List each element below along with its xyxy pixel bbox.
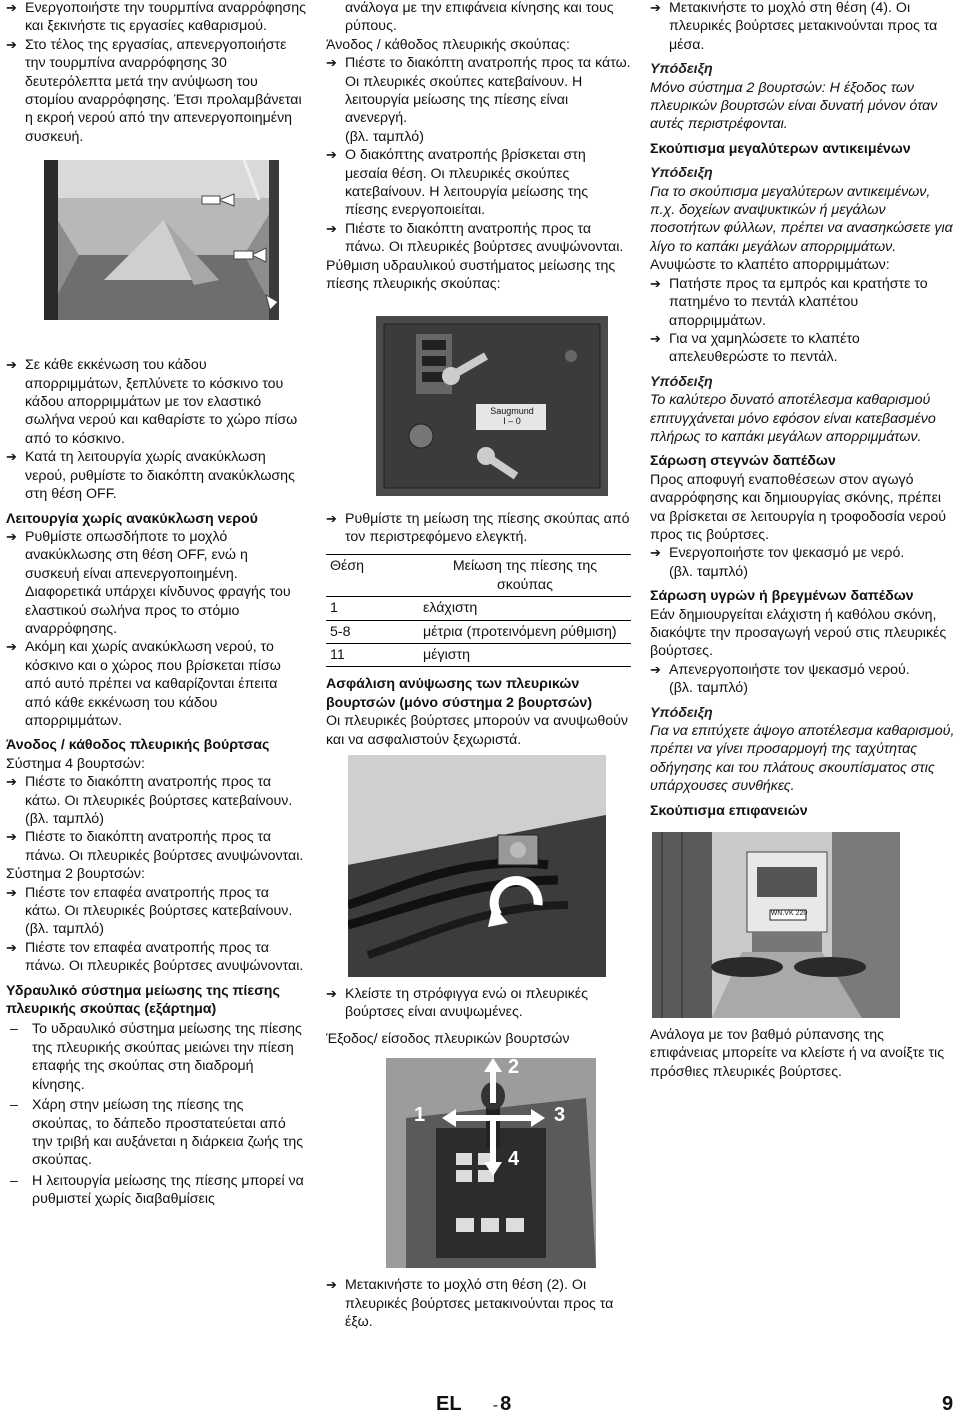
instruction-step: ➔ Κατά τη λειτουργία χωρίς ανακύκλωση νερού, ρυθμίστε το διακόπτη ανακύκλωσης στη θέση OFF. bbox=[6, 449, 295, 503]
paragraph: Ρύθμιση υδραυλικού συστήματος μείωσης της πίεσης πλευρικής σκούπας: bbox=[326, 257, 616, 293]
section-heading: Έξοδος/ είσοδος πλευρικών βουρτσών bbox=[326, 1030, 570, 1047]
paragraph: Εάν δημιουργείται ελάχιστη ή καθόλου σκόνη, διακόψτε την προσαγωγή νερού στις πλευρικές βούρτσες. bbox=[650, 606, 947, 660]
table-cell: 1 bbox=[326, 597, 419, 620]
note-text: Το καλύτερο δυνατό αποτέλεσμα καθαρισμού επιτυγχάνεται μόνο εφόσον είναι κατεβασμένο πλήρως το καπάκι μεγάλων απορριμμάτων. bbox=[650, 392, 936, 445]
table-header-cell: Μείωση της πίεσης της σκούπας bbox=[419, 555, 631, 597]
section-heading: Λειτουργία χωρίς ανακύκλωση νερού bbox=[6, 510, 258, 527]
arrow-icon: ➔ bbox=[6, 0, 17, 15]
position-label: 1 bbox=[414, 1104, 426, 1127]
section-heading: Σάρωση στεγνών δαπέδων bbox=[650, 453, 836, 470]
arrow-icon: ➔ bbox=[650, 330, 661, 346]
arrow-icon: ➔ bbox=[326, 985, 337, 1001]
reference-note: (βλ. ταμπλό) bbox=[669, 680, 748, 697]
table-row bbox=[326, 620, 631, 643]
position-label: 3 bbox=[554, 1104, 566, 1127]
paragraph: Σύστημα 4 βουρτσών: bbox=[6, 755, 145, 772]
note-title: Υπόδειξη bbox=[650, 165, 713, 182]
arrow-icon: ➔ bbox=[6, 939, 17, 955]
instruction-step: ➔ Πιέστε τον επαφέα ανατροπής προς τα κάτω. Οι πλευρικές βούρτσες κατεβαίνουν. bbox=[6, 884, 293, 920]
table-cell: ελάχιστη bbox=[419, 597, 631, 620]
license-plate: WN.VK 220 bbox=[770, 910, 808, 918]
footer-separator: - bbox=[492, 1397, 499, 1414]
arrow-icon: ➔ bbox=[650, 545, 661, 561]
paragraph: Σύστημα 2 βουρτσών: bbox=[6, 866, 145, 883]
reference-note: (βλ. ταμπλό) bbox=[25, 921, 104, 938]
table-row bbox=[326, 597, 631, 620]
panel-label: Saugmund I – 0 bbox=[490, 405, 534, 426]
instruction-step: ➔ Πιέστε τον επαφέα ανατροπής προς τα πάνω. Οι πλευρικές βούρτσες ανυψώνονται. bbox=[6, 939, 304, 975]
arrow-icon: ➔ bbox=[6, 36, 17, 52]
arrow-icon: ➔ bbox=[650, 0, 661, 15]
paragraph: ανάλογα με την επιφάνεια κίνησης και τους ρύπους. bbox=[345, 0, 614, 35]
reference-note: (βλ. ταμπλό) bbox=[669, 563, 748, 580]
section-heading: Σάρωση υγρών ή βρεγμένων δαπέδων bbox=[650, 588, 914, 605]
column-left bbox=[6, 0, 306, 1211]
dash-item: – Η λειτουργία μείωσης της πίεσης μπορεί να ρυθμιστεί χωρίς διαβαθμίσεις bbox=[10, 1172, 304, 1208]
arrow-icon: ➔ bbox=[326, 510, 337, 526]
section-heading: Σκούπισμα επιφανειών bbox=[650, 802, 808, 819]
instruction-step: ➔ Ο διακόπτης ανατροπής βρίσκεται στη μεσαία θέση. Οι πλευρικές σκούπες κατεβαίνουν. Η λειτουργία μείωσης της πίεσης ενεργοποιείται. bbox=[326, 147, 589, 219]
waste-container-photo bbox=[44, 160, 279, 320]
instruction-step: ➔ Πατήστε προς τα εμπρός και κρατήστε το πατημένο το πεντάλ κλαπέτου απορριμμάτων. bbox=[650, 275, 928, 329]
arrow-icon: ➔ bbox=[6, 639, 17, 655]
instruction-step: ➔ Πιέστε το διακόπτη ανατροπής προς τα πάνω. Οι πλευρικές βούρτσες ανυψώνονται. bbox=[6, 829, 304, 864]
section-heading: Ασφάλιση ανύψωσης των πλευρικών βουρτσών (μόνο σύστημα 2 βουρτσών) bbox=[326, 676, 593, 711]
column-middle bbox=[326, 0, 631, 1331]
arrow-icon: ➔ bbox=[6, 357, 17, 373]
column-right bbox=[650, 0, 955, 1081]
joystick-illustration bbox=[386, 1058, 596, 1268]
instruction-step: ➔ Ακόμη και χωρίς ανακύκλωση νερού, το κόσκινο και ο χώρος που βρίσκεται πίσω από αυτό πρέπει να καθαρίζονται έπειτα από κάθε εκκένωση του κάδου απορριμμάτων. bbox=[6, 639, 281, 729]
note-title: Υπόδειξη bbox=[650, 373, 713, 390]
table-cell: μέτρια (προτεινόμενη ρύθμιση) bbox=[419, 620, 631, 643]
instruction-step: ➔ Πιέστε το διακόπτη ανατροπής προς τα κάτω. Οι πλευρικές σκούπες κατεβαίνουν. Η λειτουργία μείωσης της πίεσης είναι ανενεργή. bbox=[326, 55, 631, 127]
note-title: Υπόδειξη bbox=[650, 704, 713, 721]
sweeper-photo bbox=[652, 832, 900, 1018]
dash-item: – Το υδραυλικό σύστημα μείωσης της πίεσης της πλευρικής σκούπας μειώνει την πίεση επαφής της σκούπας στη διαδρομή κίνησης. bbox=[10, 1021, 302, 1093]
instruction-step: ➔ Πιέστε το διακόπτη ανατροπής προς τα κάτω. Οι πλευρικές βούρτσες κατεβαίνουν. bbox=[6, 774, 293, 809]
instruction-step: ➔ Πιέστε το διακόπτη ανατροπής προς τα πάνω. Οι πλευρικές βούρτσες ανυψώνονται. bbox=[326, 220, 624, 256]
language-code: EL bbox=[436, 1393, 462, 1415]
instruction-step: ➔ Σε κάθε εκκένωση του κάδου απορριμμάτων, ξεπλύνετε το κόσκινο του κάδου απορριμμάτων με τον ελαστικό σωλήνα νερού και καθαρίστε το χώρο πίσω από το κόσκινο. bbox=[6, 357, 298, 447]
note-text: Μόνο σύστημα 2 βουρτσών: Η έξοδος των πλευρικών βουρτσών είναι δυνατή μόνον όταν αυτές περιστρέφονται. bbox=[650, 79, 938, 133]
arrow-icon: ➔ bbox=[650, 275, 661, 291]
section-heading: Σκούπισμα μεγαλύτερων αντικειμένων bbox=[650, 140, 911, 157]
instruction-step: ➔ Ρυθμίστε τη μείωση της πίεσης σκούπας από τον περιστρεφόμενο ελεγκτή. bbox=[326, 510, 630, 545]
instruction-step: ➔ Για να χαμηλώσετε το κλαπέτο απελευθερώστε το πεντάλ. bbox=[650, 330, 860, 366]
instruction-step: ➔ Κλείστε τη στρόφιγγα ενώ οι πλευρικές βούρτσες είναι ανυψωμένες. bbox=[326, 985, 588, 1021]
hydraulic-valve-illustration bbox=[348, 755, 606, 977]
paragraph: Ανυψώστε το κλαπέτο απορριμμάτων: bbox=[650, 257, 890, 274]
dash-item: – Χάρη στην μείωση της πίεσης της σκούπας, το δάπεδο προστατεύεται από την τριβή και αυξάνεται η διάρκεια ζωής της σκούπας. bbox=[10, 1097, 304, 1169]
instruction-step: ➔ Μετακινήστε το μοχλό στη θέση (2). Οι πλευρικές βούρτσες μετακινούνται προς τα έξω. bbox=[326, 1277, 614, 1330]
joystick-photo bbox=[386, 1058, 596, 1268]
arrow-icon: ➔ bbox=[326, 220, 337, 236]
table-header-cell: Θέση bbox=[326, 555, 419, 597]
arrow-icon: ➔ bbox=[326, 147, 337, 163]
waste-container-illustration bbox=[44, 160, 279, 320]
section-heading: Άνοδος / κάθοδος πλευρικής σκούπας: bbox=[326, 36, 570, 53]
paragraph: Προς αποφυγή εναποθέσεων στον αγωγό αναρρόφησης και δημιουργίας σκόνης, πρέπει να βρίσκεται σε λειτουργία η τροφοδοσία νερού προς τις βούρτσες. bbox=[650, 471, 947, 543]
instruction-step: ➔ Ρυθμίστε οπωσδήποτε το μοχλό ανακύκλωσης στη θέση OFF, ενώ η συσκευή είναι απενεργοποιημένη. bbox=[6, 528, 248, 582]
table-cell: 5-8 bbox=[326, 620, 419, 643]
reference-note: (βλ. ταμπλό) bbox=[25, 811, 104, 827]
arrow-icon: ➔ bbox=[650, 661, 661, 677]
paragraph: Οι πλευρικές βούρτσες μπορούν να ανυψωθούν και να ασφαλιστούν ξεχωριστά. bbox=[326, 713, 628, 748]
footer-internal-number: 8 bbox=[500, 1393, 512, 1415]
instruction-step: ➔ Απενεργοποιήστε τον ψεκασμό νερού. bbox=[650, 661, 910, 678]
table-cell: μέγιστη bbox=[419, 643, 631, 666]
reference-note: (βλ. ταμπλό) bbox=[345, 128, 424, 145]
section-heading: Υδραυλικό σύστημα μείωσης της πίεσης πλευρικής σκούπας (εξάρτημα) bbox=[6, 982, 280, 1018]
arrow-icon: ➔ bbox=[6, 829, 17, 845]
position-label: 4 bbox=[508, 1148, 520, 1171]
hydraulic-valve-photo bbox=[348, 755, 606, 977]
paragraph: Διαφορετικά υπάρχει κίνδυνος φραγής του ελαστικού σωλήνα προς το στόμιο αναρρόφησης. bbox=[25, 584, 291, 637]
instruction-step: ➔ Ενεργοποιήστε τον ψεκασμό με νερό. bbox=[650, 545, 905, 562]
arrow-icon: ➔ bbox=[6, 449, 17, 465]
arrow-icon: ➔ bbox=[326, 55, 337, 71]
arrow-icon: ➔ bbox=[326, 1277, 337, 1293]
table-cell: 11 bbox=[326, 643, 419, 666]
page-number: 9 bbox=[942, 1393, 954, 1415]
control-panel-photo bbox=[376, 316, 608, 496]
pressure-table bbox=[326, 554, 631, 667]
instruction-step: ➔ Στο τέλος της εργασίας, απενεργοποιήστε την τουρμπίνα αναρρόφησης 30 δευτερόλεπτα μετά την ανύψωση του στομίου αναρρόφησης. Έτσι προλαμβάνεται η εκροή νερού από την απενεργοποιημένη συσκευή. bbox=[6, 36, 302, 145]
table-row bbox=[326, 643, 631, 666]
table-header-row bbox=[326, 555, 631, 597]
note-text: Για να επιτύχετε άψογο αποτέλεσμα καθαρισμού, πρέπει να γίνει προσαρμογή της ταχύτητας οδήγησης και του πλάτους σκουπίσματος στις υπάρχουσες συνθήκες. bbox=[650, 723, 955, 795]
arrow-icon: ➔ bbox=[6, 528, 17, 544]
instruction-step: ➔ Μετακινήστε το μοχλό στη θέση (4). Οι πλευρικές βούρτσες μετακινούνται προς τα μέσα. bbox=[650, 0, 938, 53]
instruction-step: ➔ Ενεργοποιήστε την τουρμπίνα αναρρόφησης και ξεκινήστε τις εργασίες καθαρισμού. bbox=[6, 0, 306, 35]
arrow-icon: ➔ bbox=[6, 774, 17, 790]
position-label: 2 bbox=[508, 1058, 520, 1079]
sweeper-illustration bbox=[652, 832, 900, 1018]
note-title: Υπόδειξη bbox=[650, 61, 713, 78]
section-heading: Άνοδος / κάθοδος πλευρικής βούρτσας bbox=[6, 737, 270, 754]
paragraph: Ανάλογα με τον βαθμό ρύπανσης της επιφάνειας μπορείτε να κλείστε ή να ανοίξτε τις πρόσθιες πλευρικές βούρτσες. bbox=[650, 1027, 945, 1080]
note-text: Για το σκούπισμα μεγαλύτερων αντικειμένων, π.χ. δοχείων αναψυκτικών ή μεγάλων ποσοτήτων φύλλων, πρέπει να ανασηκώσετε για λίγο το καπάκι μεγάλων απορριμμάτων. bbox=[650, 183, 953, 255]
page-footer bbox=[436, 1395, 511, 1415]
arrow-icon: ➔ bbox=[6, 884, 17, 900]
